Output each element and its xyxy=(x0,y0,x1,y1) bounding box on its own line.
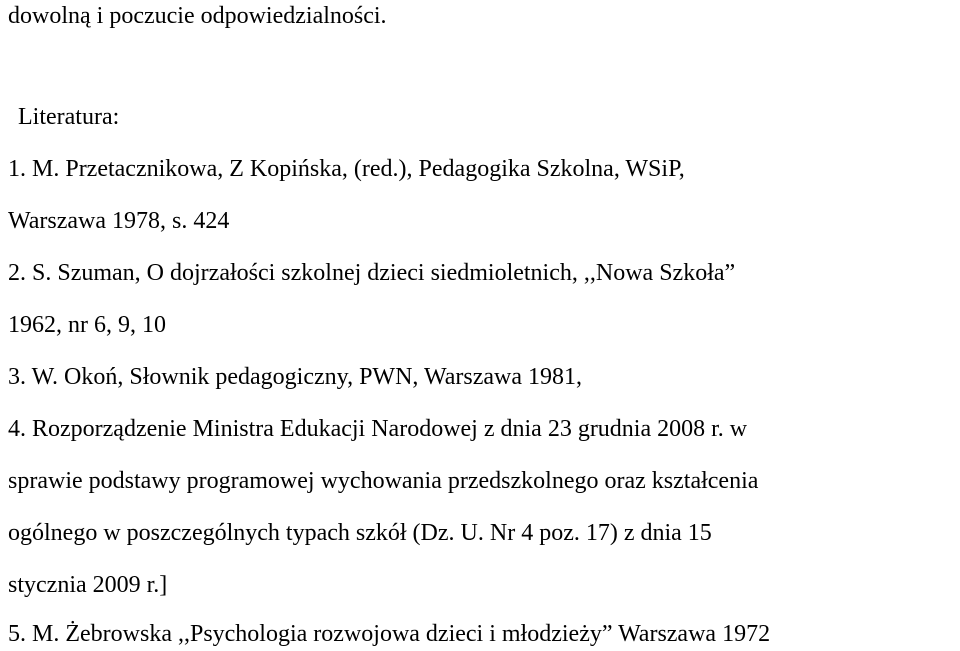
reference-2-line-1: 2. S. Szuman, O dojrzałości szkolnej dzieci siedmioletnich, ,,Nowa Szkoła” xyxy=(8,260,736,286)
reference-1-line-1: 1. M. Przetacznikowa, Z Kopińska, (red.), Pedagogika Szkolna, WSiP, xyxy=(8,156,685,182)
intro-line: dowolną i poczucie odpowiedzialności. xyxy=(8,3,387,29)
reference-2-line-2: 1962, nr 6, 9, 10 xyxy=(8,312,166,338)
reference-1-line-2: Warszawa 1978, s. 424 xyxy=(8,208,230,234)
reference-3-line-1: 3. W. Okoń, Słownik pedagogiczny, PWN, Warszawa 1981, xyxy=(8,364,582,390)
literature-heading: Literatura: xyxy=(18,104,120,130)
reference-4-line-2: sprawie podstawy programowej wychowania przedszkolnego oraz kształcenia xyxy=(8,468,759,494)
reference-5-line-1: 5. M. Żebrowska ,,Psychologia rozwojowa dzieci i młodzieży” Warszawa 1972 xyxy=(8,621,771,647)
reference-4-line-1: 4. Rozporządzenie Ministra Edukacji Narodowej z dnia 23 grudnia 2008 r. w xyxy=(8,416,748,442)
reference-4-line-4: stycznia 2009 r.] xyxy=(8,572,168,598)
reference-4-line-3: ogólnego w poszczególnych typach szkół (Dz. U. Nr 4 poz. 17) z dnia 15 xyxy=(8,520,712,546)
